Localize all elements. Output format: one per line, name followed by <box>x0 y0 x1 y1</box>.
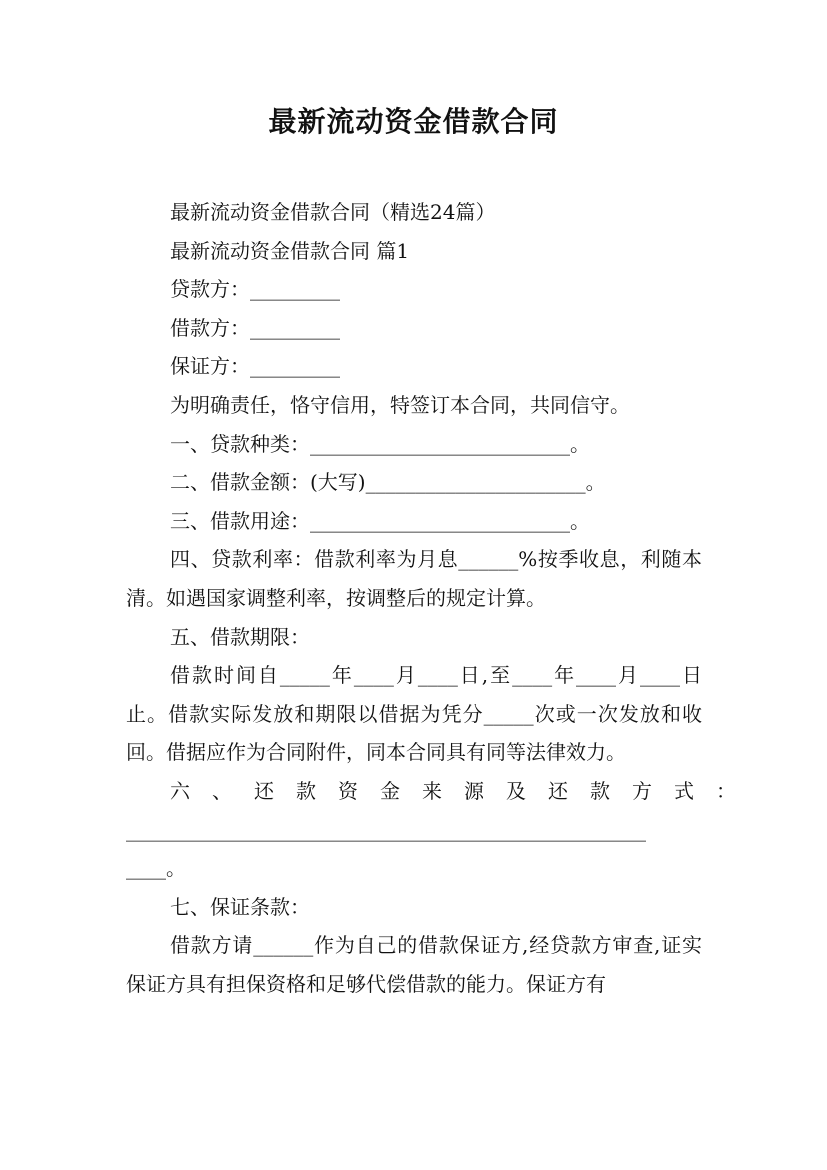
paragraph-part-heading: 最新流动资金借款合同 篇1 <box>170 238 410 263</box>
paragraph-lender: 贷款方：_________ <box>170 277 340 302</box>
document-body <box>126 193 758 1003</box>
document-title: 最新流动资金借款合同 <box>268 105 559 138</box>
clause-loan-purpose: 三、借款用途：__________________________。 <box>170 508 590 533</box>
clause-loan-term-heading: 五、借款期限： <box>170 624 310 649</box>
clause-guarantee-body: 借款方请______作为自己的借款保证方,经贷款方审查,证实保证方具有担保资格和足够代偿借款的能力。保证方有 <box>126 933 702 996</box>
clause-repayment-blank: ____________________________________________________ <box>126 817 646 842</box>
clause-guarantee-heading: 七、保证条款： <box>170 894 310 919</box>
paragraph-subtitle: 最新流动资金借款合同（精选24篇） <box>170 200 496 224</box>
clause-loan-term-body: 借款时间自_____年____月____日,至____年____月____日止。借款实际发放和期限以借据为凭分_____次或一次发放和收回。借据应作为合同附件，同本合同具有同等法律效力。 <box>126 663 702 765</box>
paragraph-borrower: 借款方：_________ <box>170 315 340 340</box>
clause-loan-amount: 二、借款金额：(大写)______________________。 <box>170 470 606 495</box>
clause-interest-rate: 四、贷款利率：借款利率为月息______%按季收息，利随本清。如遇国家调整利率，按调整后的规定计算。 <box>126 547 702 610</box>
clause-repayment-heading: 六、还款资金来源及还款方式： <box>170 778 758 803</box>
clause-loan-type: 一、贷款种类：__________________________。 <box>170 431 590 456</box>
paragraph-guarantor: 保证方：_________ <box>170 354 340 379</box>
clause-repayment-blank-end: ____。 <box>126 856 186 881</box>
paragraph-preamble: 为明确责任，恪守信用，特签订本合同，共同信守。 <box>170 392 630 417</box>
